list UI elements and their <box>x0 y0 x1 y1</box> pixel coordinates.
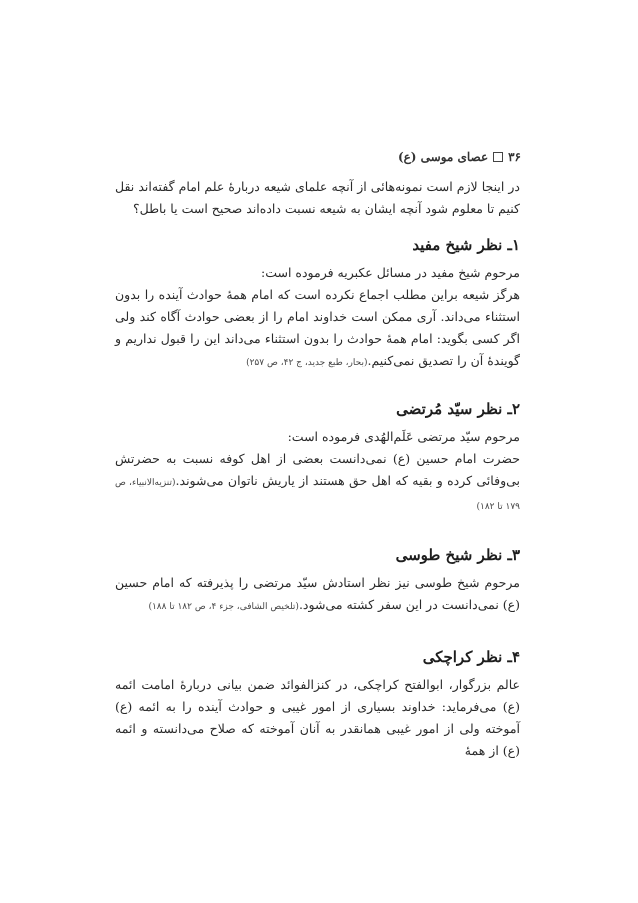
section-body <box>115 284 520 374</box>
section-body <box>115 448 520 518</box>
section-title-sheikh-tusi: ۳ـ نظر شیخ طوسی <box>395 546 520 564</box>
section-body <box>115 572 520 618</box>
document-body <box>115 176 520 762</box>
book-title: عصای موسی (ع) <box>397 150 489 164</box>
citation-reference: (بحار، طبع جدید، ج ۴۲، ص ۲۵۷) <box>246 358 368 368</box>
section-body-text: هرگز شیعه براین مطلب اجماع نکرده است که امام همۀ حوادث آینده را بدون استثناء می‌داند. آری ممکن است خداوند امام را از بعضی حوادث آگاه کند ولی اگر کسی بگوید: امام همۀ حوادث را بدون استثناء می‌داند این را قبول نداریم و گویندۀ آن را تصدیق نمی‌کنیم. <box>115 287 520 368</box>
section-body-text: عالم بزرگوار، ابوالفتح کراچکی، در کنزالفوائد ضمن بیانی دربارۀ امامت ائمه (ع) می‌فرماید: خداوند بسیاری از امور غیبی و حوادث آینده را به ائمه (ع) آموخته ولی از امور غیبی همانقدر به آنان آموخته که صلاح می‌دانسته و ائمه (ع) از همۀ <box>115 677 520 758</box>
section-title-sheikh-mufid: ۱ـ نظر شیخ مفید <box>412 236 520 254</box>
section-lead: مرحوم شیخ مفید در مسائل عکبریه فرموده است: <box>261 265 520 280</box>
section-lead: مرحوم سیّد مرتضی عَلَم‌الهُدی فرموده است: <box>287 429 520 444</box>
section-title-karajaki: ۴ـ نظر کراچکی <box>422 648 520 666</box>
section-body <box>115 674 520 762</box>
section-body-text: مرحوم شیخ طوسی نیز نظر استادش سیّد مرتضی را پذیرفته که امام حسین (ع) نمی‌دانست در این سفر کشته می‌شود. <box>115 575 520 612</box>
citation-reference: (تلخیص الشافی، جزء ۴، ص ۱۸۲ تا ۱۸۸) <box>148 602 299 612</box>
header-separator-box-icon <box>493 152 503 162</box>
section-body-text: حضرت امام حسین (ع) نمی‌دانست بعضی از اهل کوفه نسبت به حضرتش بی‌وفائی کرده و بقیه که اهل حق هستند از یاریش ناتوان می‌شوند. <box>115 451 521 488</box>
citation-reference: (تنزیه‌الانبیاء، ص ۱۷۹ تا ۱۸۲) <box>115 478 520 512</box>
intro-paragraph: در اینجا لازم است نمونه‌هائی از آنچه علمای شیعه دربارۀ علم امام گفته‌اند نقل کنیم تا معلوم شود آنچه ایشان به شیعه نسبت داده‌اند صحیح است یا باطل؟ <box>115 179 520 216</box>
section-title-sayyid-murtada: ۲ـ نظر سیّد مُرتضی <box>396 400 520 418</box>
page-header <box>398 150 521 164</box>
page-number: ۳۶ <box>508 150 521 164</box>
